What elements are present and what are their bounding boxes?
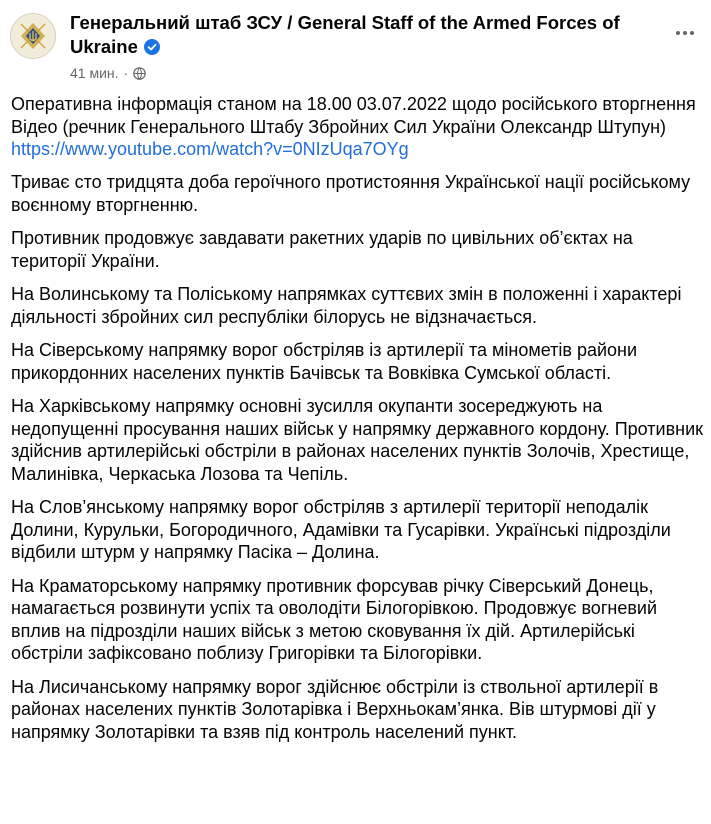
intro-line-1: Оперативна інформація станом на 18.00 03.07.2022 щодо російського вторгнення <box>11 94 696 114</box>
page-avatar[interactable] <box>10 13 56 59</box>
verified-badge-icon <box>144 37 160 61</box>
more-options-button[interactable] <box>673 21 697 45</box>
author-name[interactable]: Генеральний штаб ЗСУ / General Staff of the Armed Forces of Ukraine <box>70 12 620 57</box>
post-timestamp[interactable]: 41 мин. <box>70 65 119 81</box>
paragraph: На Сіверському напрямку ворог обстріляв із артилерії та мінометів райони прикордонних населених пунктів Бачівськ та Вовківка Сумської області. <box>11 340 638 383</box>
intro-line-2: Відео (речник Генерального Штабу Збройних Сил України Олександр Штупун) <box>11 116 667 137</box>
post-body <box>11 93 706 754</box>
paragraph: На Волинському та Поліському напрямках суттєвих змін в положенні і характері діяльності збройних сил республіки білорусь не відзначається. <box>11 284 682 327</box>
meta-separator: · <box>123 65 129 81</box>
paragraph: На Краматорському напрямку противник форсував річку Сіверський Донець, намагається розвинути успіх та оволодіти Білогорівкою. Продовжує вогневий вплив на підрозділи наших військ з метою сковування їх дій. Артилерійські обстріли зафіксовано поблизу Григорівки та Білогорівки. <box>11 575 658 664</box>
paragraph: На Харківському напрямку основні зусилля окупанти зосереджують на недопущенні просування наших військ у напрямку державного кордону. Противник здійснив артилерійські обстріли в районах населених пунктів Золочів, Хрестище, Малинівка, Черкаська Лозова та Чепіль. <box>11 395 704 484</box>
post-meta <box>70 64 146 82</box>
paragraph: Противник продовжує завдавати ракетних ударів по цивільних об’єктах на території України. <box>11 228 633 271</box>
paragraph: На Лисичанському напрямку ворог здійснює обстріли із ствольної артилерії в районах населених пунктів Золотарівка і Верхньокам’янка. Вів штурмові дії у напрямку Золотарівки та взяв під контроль населений пункт. <box>11 676 659 742</box>
paragraph: На Слов’янському напрямку ворог обстріляв з артилерії території неподалік Долини, Курульки, Богородичного, Адамівки та Гусарівки. Українські підрозділи відбили штурм у напрямку Пасіка – Долина. <box>11 497 671 563</box>
paragraph: Триває сто тридцята доба героїчного протистояння Української нації російському воєнному вторгненню. <box>11 172 691 216</box>
general-staff-emblem-icon <box>11 14 55 58</box>
intro-block <box>11 93 706 161</box>
post-author[interactable] <box>70 11 650 61</box>
post-header <box>0 0 711 88</box>
more-options-icon <box>673 21 697 45</box>
globe-icon[interactable] <box>133 67 146 80</box>
video-link[interactable]: https://www.youtube.com/watch?v=0NIzUqa7OYg <box>11 139 409 160</box>
